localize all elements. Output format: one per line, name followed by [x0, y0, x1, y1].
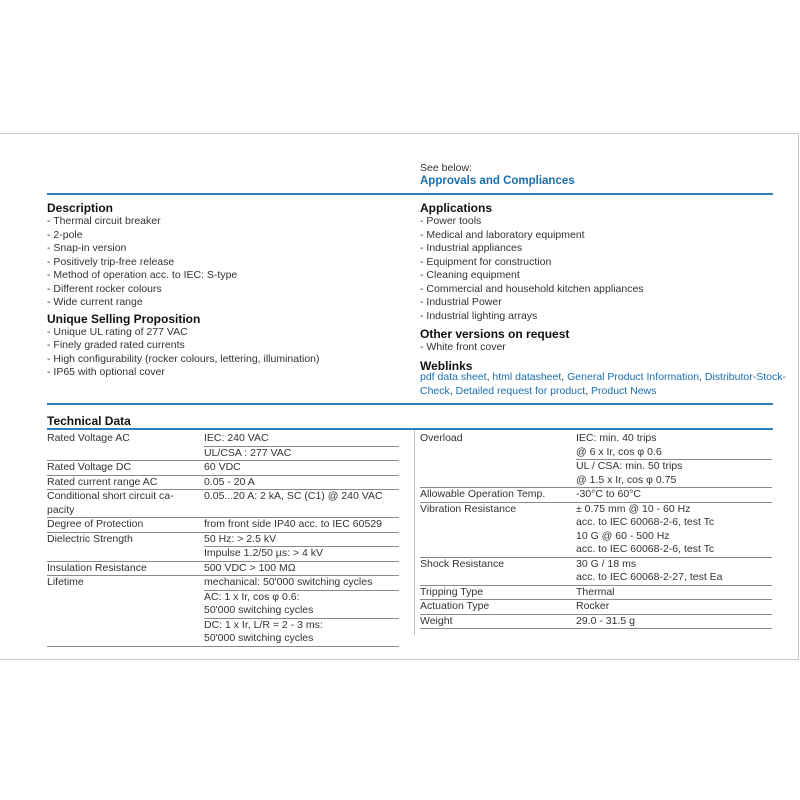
description-item: - Different rocker colours: [47, 282, 162, 295]
usp-item: - IP65 with optional cover: [47, 366, 165, 378]
weblinks-heading: Weblinks: [420, 358, 473, 373]
spec-row: [47, 475, 399, 490]
usp-item: - Finely graded rated currents: [47, 339, 185, 351]
weblink-separator: ,: [486, 371, 493, 383]
spec-label: Shock Resistance: [420, 557, 576, 585]
spec-value: mechanical: 50'000 switching cycles: [204, 576, 399, 591]
usp-heading: Unique Selling Proposition: [47, 311, 201, 326]
middle-divider: [47, 403, 773, 405]
spec-row: [47, 561, 399, 576]
spec-label: Dielectric Strength: [47, 532, 204, 561]
technical-table-left: [47, 432, 399, 647]
spec-row: [47, 576, 399, 647]
other-versions-list: [420, 341, 800, 355]
spec-value: Rocker: [576, 600, 610, 612]
application-item: - Power tools: [420, 215, 482, 227]
spec-value: ± 0.75 mm @ 10 - 60 Hz acc. to IEC 60068-2-6, test Tc 10 G @ 60 - 500 Hz acc. to IEC 60068-2-6, test Tc: [576, 502, 715, 555]
usp-item: - Unique UL rating of 277 VAC: [47, 325, 188, 338]
application-item: - Industrial appliances: [420, 242, 523, 254]
description-item: - 2-pole: [47, 228, 83, 241]
description-item: - Thermal circuit breaker: [47, 215, 161, 227]
spec-row: [420, 502, 772, 557]
weblink-separator: ,: [561, 371, 568, 383]
application-item: - Cleaning equipment: [420, 269, 520, 281]
spec-label: Rated current range AC: [47, 475, 204, 490]
description-item: - Positively trip-free release: [47, 255, 175, 268]
weblink[interactable]: Detailed request for product: [455, 384, 586, 397]
spec-value: Thermal: [576, 585, 615, 598]
spec-value: UL / CSA: min. 50 trips @ 1.5 x Ir, cos φ 0.75: [576, 460, 683, 486]
usp-list: [47, 326, 407, 380]
spec-value: 30 G / 18 ms acc. to IEC 60068-2-27, test Ea: [576, 557, 723, 583]
spec-row: [420, 432, 772, 488]
weblink[interactable]: html datasheet: [492, 371, 562, 383]
spec-row: [47, 532, 399, 561]
spec-row: [47, 432, 399, 461]
column-divider: [414, 430, 415, 635]
left-column: [47, 201, 407, 380]
applications-list: [420, 215, 800, 323]
right-column: [420, 201, 800, 373]
top-divider: [47, 193, 773, 195]
approvals-link[interactable]: Approvals and Compliances: [420, 175, 575, 187]
spec-label: Rated Voltage AC: [47, 432, 204, 461]
spec-label: Actuation Type: [420, 600, 576, 615]
description-item: - Snap-in version: [47, 242, 127, 254]
spec-label: Tripping Type: [420, 585, 576, 600]
weblink[interactable]: pdf data sheet: [420, 371, 487, 383]
spec-value: 50 Hz: > 2.5 kV: [204, 533, 399, 548]
description-list: [47, 215, 407, 310]
application-item: - Commercial and household kitchen appliances: [420, 282, 644, 295]
spec-row: [420, 614, 772, 629]
weblink[interactable]: Distributor-Stock-Check: [420, 371, 786, 397]
spec-value: 60 VDC: [204, 461, 241, 473]
spec-row: [420, 600, 772, 615]
spec-label: Insulation Resistance: [47, 561, 204, 576]
application-item: - Equipment for construction: [420, 255, 552, 268]
spec-value: from front side IP40 acc. to IEC 60529: [204, 518, 383, 530]
weblink-separator: ,: [699, 371, 705, 383]
spec-label: Conditional short circuit ca- pacity: [47, 490, 204, 518]
spec-row: [420, 585, 772, 600]
other-versions-heading: Other versions on request: [420, 327, 570, 341]
spec-value: 29.0 - 31.5 g: [576, 614, 635, 627]
spec-row: [47, 461, 399, 476]
spec-value: IEC: 240 VAC: [204, 432, 399, 447]
weblink-separator: ,: [449, 384, 456, 397]
spec-value: 0.05...20 A: 2 kA, SC (C1) @ 240 VAC: [204, 490, 383, 502]
applications-heading: Applications: [420, 201, 493, 215]
spec-label: Allowable Operation Temp.: [420, 488, 576, 503]
spec-label: Overload: [420, 432, 576, 488]
spec-value: Impulse 1.2/50 µs: > 4 kV: [204, 547, 323, 559]
weblink-separator: ,: [585, 384, 592, 397]
description-item: - Wide current range: [47, 296, 143, 308]
description-heading: Description: [47, 201, 114, 215]
spec-value: -30°C to 60°C: [576, 488, 642, 500]
technical-divider: [47, 428, 773, 430]
application-item: - Medical and laboratory equipment: [420, 228, 585, 241]
description-item: - Method of operation acc. to IEC: S-type: [47, 269, 238, 281]
spec-value: 500 VDC > 100 MΩ: [204, 561, 296, 574]
spec-value: 0.05 - 20 A: [204, 475, 255, 488]
spec-row: [420, 557, 772, 585]
application-item: - Industrial Power: [420, 296, 502, 308]
spec-value: IEC: min. 40 trips @ 6 x Ir, cos φ 0.6: [576, 432, 772, 460]
spec-label: Lifetime: [47, 576, 204, 647]
spec-value: AC: 1 x Ir, cos φ 0.6: 50'000 switching cycles: [204, 591, 399, 619]
spec-value: DC: 1 x Ir, L/R = 2 - 3 ms: 50'000 switching cycles: [204, 618, 323, 644]
spec-row: [420, 488, 772, 503]
spec-label: Degree of Protection: [47, 518, 204, 533]
other-version-item: - White front cover: [420, 341, 506, 353]
application-item: - Industrial lighting arrays: [420, 309, 538, 322]
spec-label: Vibration Resistance: [420, 502, 576, 557]
spec-label: Rated Voltage DC: [47, 461, 204, 476]
spec-row: [47, 518, 399, 533]
spec-value: UL/CSA : 277 VAC: [204, 446, 292, 459]
technical-data-heading: Technical Data: [47, 414, 131, 428]
spec-row: [47, 490, 399, 518]
see-below-text: See below:: [420, 162, 472, 174]
technical-table-right: [420, 432, 772, 629]
weblink[interactable]: Product News: [591, 384, 657, 397]
usp-item: - High configurability (rocker colours, lettering, illumination): [47, 352, 320, 365]
spec-label: Weight: [420, 614, 576, 629]
weblinks-list: [420, 371, 800, 398]
weblink[interactable]: General Product Information: [567, 371, 700, 383]
